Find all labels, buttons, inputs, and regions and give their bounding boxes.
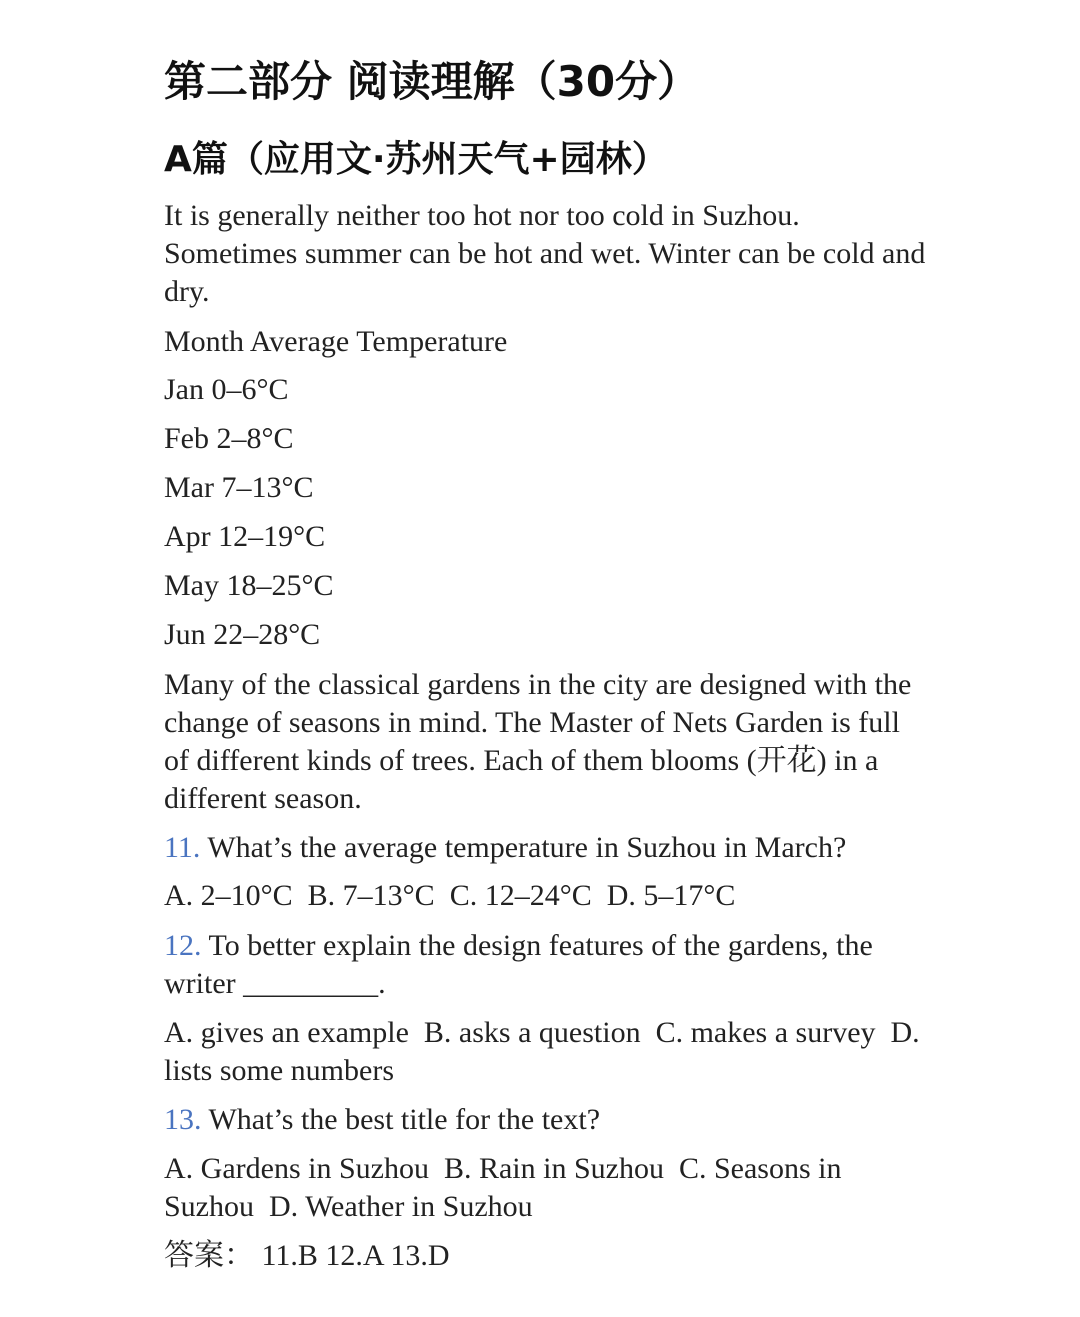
answer-key: 答案： 11.B 12.A 13.D — [164, 1239, 450, 1272]
temp-row-jun — [164, 616, 926, 654]
month: Feb — [164, 422, 209, 455]
intro-paragraph: It is generally neither too hot nor too cold in Suzhou. Sometimes summer can be hot and wet. Winter can be cold and dry. — [164, 199, 926, 308]
section-title: 第二部分 阅读理解（30分） — [164, 57, 700, 106]
temp-row-feb — [164, 420, 926, 458]
temp-row-jan — [164, 371, 926, 409]
range: 18–25°C — [226, 569, 334, 602]
question-text: What’s the average temperature in Suzhou in March? — [207, 831, 847, 864]
range: 0–6°C — [211, 373, 289, 406]
question-number: 13. — [164, 1103, 202, 1136]
question-12-options: A. gives an example B. asks a question C. makes a survey D. lists some numbers — [164, 1016, 928, 1087]
question-11 — [164, 829, 926, 867]
temp-row-apr — [164, 518, 926, 556]
month: Apr — [164, 520, 211, 553]
question-text: To better explain the design features of the gardens, the writer _________. — [164, 929, 873, 1000]
question-13 — [164, 1101, 926, 1139]
month: Jun — [164, 618, 206, 651]
month: Mar — [164, 471, 214, 504]
question-number: 11. — [164, 831, 201, 864]
question-number: 12. — [164, 929, 202, 962]
question-text: What’s the best title for the text? — [208, 1103, 601, 1136]
range: 12–19°C — [218, 520, 326, 553]
question-11-options: A. 2–10°C B. 7–13°C C. 12–24°C D. 5–17°C — [164, 879, 736, 912]
temp-row-may — [164, 567, 926, 605]
question-12 — [164, 927, 926, 1003]
range: 2–8°C — [216, 422, 294, 455]
range: 22–28°C — [213, 618, 321, 651]
month: Jan — [164, 373, 204, 406]
temp-row-mar — [164, 469, 926, 507]
month: May — [164, 569, 219, 602]
passage-title: A篇（应用文·苏州天气+园林） — [164, 139, 668, 180]
range: 7–13°C — [221, 471, 314, 504]
question-13-options: A. Gardens in Suzhou B. Rain in Suzhou C. Seasons in Suzhou D. Weather in Suzhou — [164, 1152, 849, 1223]
table-header: Month Average Temperature — [164, 325, 508, 358]
gardens-paragraph: Many of the classical gardens in the city are designed with the change of seasons in mind. The Master of Nets Garden is full of different kinds of trees. Each of them blooms (开花) in a different season. — [164, 668, 912, 815]
